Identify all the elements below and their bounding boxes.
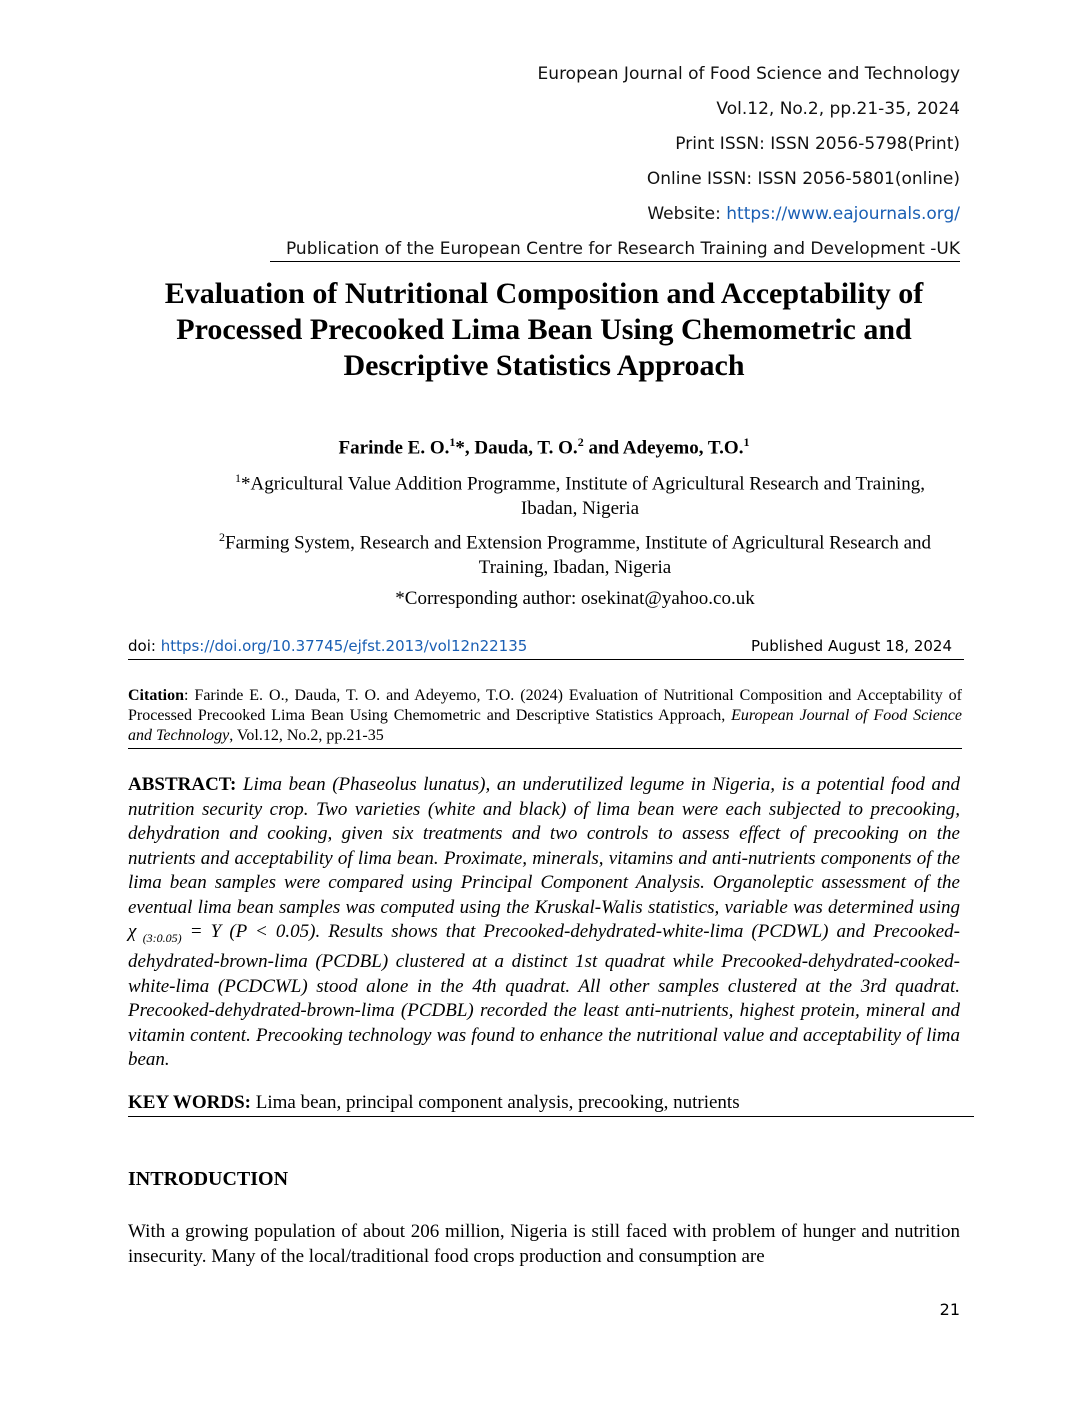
author-2-sup: 2	[577, 435, 584, 449]
citation-journal: European Journal of Food Science and Technology	[128, 707, 962, 744]
introduction-heading: INTRODUCTION	[128, 1168, 289, 1190]
abstract-text-2: = Y (P < 0.05). Results shows that Precooked-dehydrated-white-lima (PCDWL) and Precooked-dehydrated-brown-lima (PCDBL) clustered at a distinct 1st quadrat while Precooked-dehydrated-cooked-white-lima (PCDCWL) stood alone in the 4th quadrat. All other samples clustered at the 3rd quadrat. Precooked-dehydrated-brown-lima (PCDBL) recorded the least anti-nutrients, highest protein, mineral and vitamin content. Precooking technology was found to enhance the nutritional value and acceptability of lima bean.	[128, 921, 960, 1071]
introduction-paragraph: With a growing population of about 206 million, Nigeria is still faced with problem of hunger and nutrition insecurity. Many of the local/traditional food crops production and consumption are	[128, 1221, 960, 1267]
online-issn: Online ISSN: ISSN 2056-5801(online)	[646, 169, 960, 189]
keywords-label: KEY WORDS:	[128, 1092, 251, 1113]
author-3: Adeyemo, T.O.	[622, 437, 744, 459]
citation-tail: , Vol.12, No.2, pp.21-35	[229, 727, 384, 744]
author-1: Farinde E. O.	[338, 437, 450, 459]
affiliation-1	[220, 466, 940, 521]
abstract-chi-subscript: (3:0.05)	[136, 930, 182, 945]
abstract	[128, 773, 960, 1073]
citation-text: : Farinde E. O., Dauda, T. O. and Adeyemo, T.O. (2024) Evaluation of Nutritional Composition and Acceptability of Processed Precooked Lima Bean Using Chemometric and Descriptive Statistics Approach,	[128, 687, 962, 724]
author-3-sup: 1	[743, 435, 750, 449]
publication-text: Publication of the European Centre for Research Training and Development -UK	[270, 239, 960, 262]
website-label: Website:	[647, 204, 727, 224]
citation-label: Citation	[128, 687, 184, 704]
published-date: Published August 18, 2024	[750, 637, 952, 655]
affiliation-1-sup: 1	[234, 471, 241, 485]
paper-title: Evaluation of Nutritional Composition and Acceptability of Processed Precooked Lima Bean Using Chemometric and Descriptive Statistics Approach	[164, 277, 924, 382]
journal-volume: Vol.12, No.2, pp.21-35, 2024	[716, 99, 960, 119]
website-link[interactable]: https://www.eajournals.org/	[726, 204, 960, 224]
doi-row	[128, 636, 964, 660]
citation	[128, 686, 962, 749]
affiliation-2	[190, 525, 960, 580]
abstract-label: ABSTRACT:	[128, 774, 237, 795]
keywords-text: Lima bean, principal component analysis, precooking, nutrients	[251, 1092, 740, 1113]
author-and: and	[583, 437, 623, 459]
author-1-mark: *,	[455, 437, 475, 459]
author-2: Dauda, T. O.	[474, 437, 578, 459]
keywords	[128, 1091, 974, 1117]
author-list	[128, 430, 960, 460]
journal-name: European Journal of Food Science and Technology	[537, 64, 960, 84]
publication-line	[270, 239, 960, 262]
doi-label: doi:	[128, 637, 161, 655]
corresponding-author: *Corresponding author: osekinat@yahoo.co.uk	[395, 588, 755, 609]
abstract-text-1: Lima bean (Phaseolus lunatus), an underutilized legume in Nigeria, is a potential food and nutrition security crop. Two varieties (white and black) of lima bean were each subjected to precooking, dehydration and cooking, given six treatments and two controls to assess effect of precooking on the nutrients and acceptability of lima bean. Proximate, minerals, vitamins and anti-nutrients components of the lima bean samples were compared using Principal Component Analysis. Organoleptic assessment of the eventual lima bean samples was computed using the Kruskal-Walis statistics, variable was determined using χ	[128, 774, 960, 942]
website-line	[160, 204, 960, 224]
print-issn: Print ISSN: ISSN 2056-5798(Print)	[675, 134, 960, 154]
doi-link[interactable]: https://doi.org/10.37745/ejfst.2013/vol12n22135	[160, 637, 528, 655]
affiliation-2-sup: 2	[219, 530, 225, 544]
author-1-sup: 1	[449, 435, 456, 449]
page-number: 21	[939, 1300, 960, 1319]
affiliation-1-text: *Agricultural Value Addition Programme, Institute of Agricultural Research and Training, Ibadan, Nigeria	[240, 473, 926, 520]
affiliation-2-text: Farming System, Research and Extension Programme, Institute of Agricultural Research and Training, Ibadan, Nigeria	[225, 532, 931, 579]
